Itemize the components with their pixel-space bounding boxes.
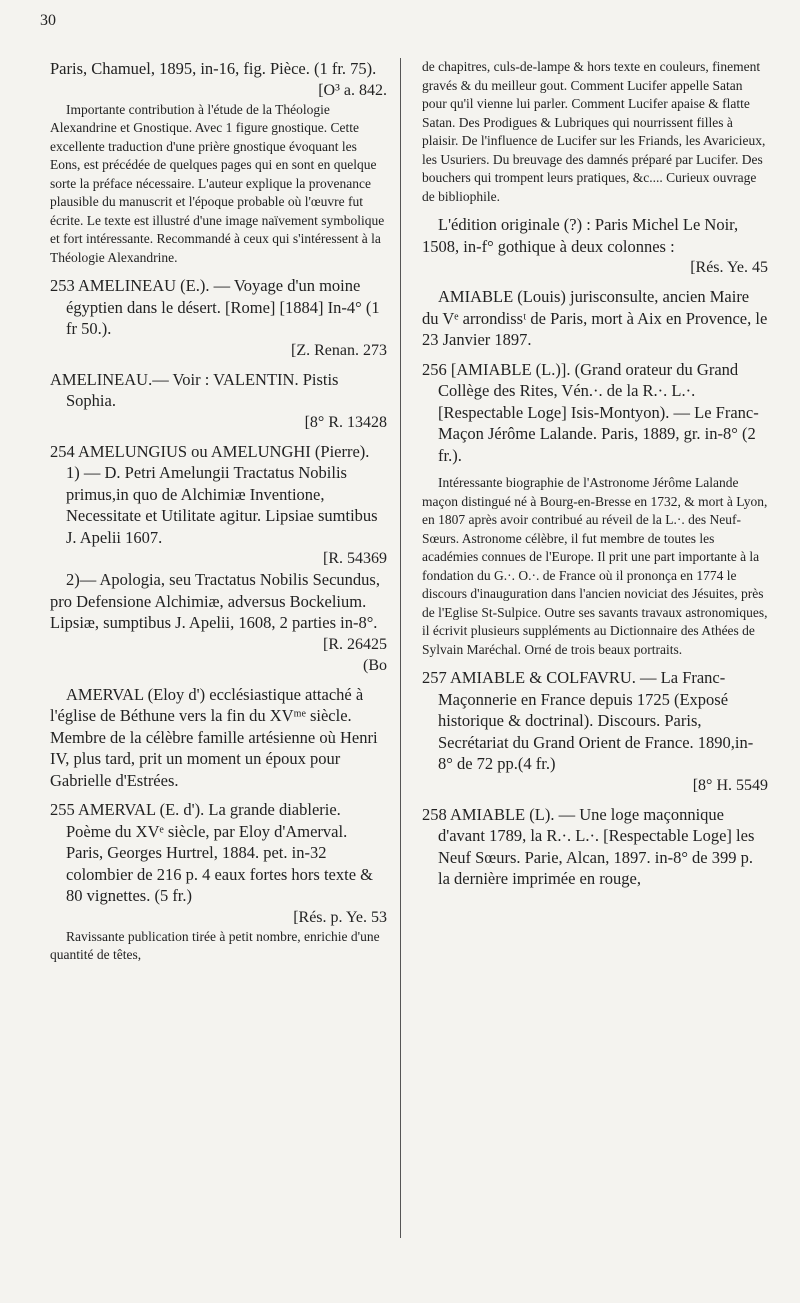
shelfmark: [8° R. 13428 xyxy=(304,413,387,431)
shelfmark-annotation: (Bo xyxy=(363,656,387,674)
shelfmark: [Rés. p. Ye. 53 xyxy=(293,908,387,926)
entry-254: 254 AMELUNGIUS ou AMELUNGHI (Pierre). 1) — D. Petri Amelungii Tractatus Nobilis primus,in quo de Alchimiæ Inventione, Necessitate et Utilitate agitur. Lipsiae sumtibus J. Apelii 1607. xyxy=(50,441,378,547)
shelfmark: [R. 26425 xyxy=(323,635,387,653)
shelfmark: [8° H. 5549 xyxy=(692,776,768,794)
entry-258: 258 AMIABLE (L). — Une loge maçonnique d'avant 1789, la R.·. L.·. [Respectable Loge] les Neuf Sœurs. Parie, Alcan, 1897. in-8° de 399 p. la dernière imprimée en rouge, xyxy=(422,804,755,888)
entry-256: 256 [AMIABLE (L.)]. (Grand orateur du Grand Collège des Rites, Vén.·. de la R.·. L.·. [Respectable Loge] Isis-Montyon). — Le Franc-Maçon Jérôme Lalande. Paris, 1889, gr. in-8° (2 fr.). xyxy=(422,359,759,465)
entry-amelineau-see-also: AMELINEAU.— Voir : VALENTIN. Pistis Sophia. xyxy=(50,369,339,410)
entry-254-part-2: 2)— Apologia, seu Tractatus Nobilis Secundus, pro Defensione Alchimiæ, adversus Bockelium. Lipsiæ, sumptibus J. Apelii, 1608, 2 parties in-8°. xyxy=(50,570,380,632)
entry-amiable-biography: AMIABLE (Louis) jurisconsulte, ancien Maire du Vᵉ arrondissᵗ de Paris, mort à Aix en Provence, le 23 Janvier 1897. xyxy=(422,287,768,349)
right-column xyxy=(422,58,768,890)
entry-original-edition: L'édition originale (?) : Paris Michel Le Noir, 1508, in-f° gothique à deux colonnes : xyxy=(422,215,739,256)
column-divider xyxy=(400,58,401,1238)
left-column xyxy=(50,58,387,965)
entry-255: 255 AMERVAL (E. d'). La grande diablerie. Poème du XVᵉ siècle, par Eloy d'Amerval. Paris, Georges Hurtrel, 1884. pet. in-32 colombier de 216 p. 4 eaux fortes hors texte & 80 vignettes. (5 fr.) xyxy=(50,800,373,905)
entry-253: 253 AMELINEAU (E.). — Voyage d'un moine égyptien dans le désert. [Rome] [1884] In-4° (1 fr 50.). xyxy=(50,276,380,338)
entry-note: Intéressante biographie de l'Astronome Jérôme Lalande maçon distingué né à Bourg-en-Bresse en 1732, & mort à Lyon, en 1807 après avoir contribué au réveil de la L.·. des Neuf-Sœurs. Astronome célèbre, il fut membre de toutes les académies connues de l'Europe. Il prit une part importante à la fondation du G.·. O.·. de France où il prononça en 1774 le discours d'inauguration dans l'ancien noviciat des Jésuites, près de l'Eglise St-Sulpice. Outre ses savants travaux astronomiques, il écrivit plusieurs suppléments au Dictionnaire des Athées de Sylvain Maréchal. Orné de trois beaux portraits. xyxy=(422,475,768,657)
shelfmark: [Rés. Ye. 45 xyxy=(690,259,768,276)
entry-amerval-biography: AMERVAL (Eloy d') ecclésiastique attaché à l'église de Béthune vers la fin du XVᵐᵉ siècle. Membre de la célèbre famille artésienne où Henri IV, plus tard, prit un moment un époux pour Gabrielle d'Estrées. xyxy=(50,684,378,790)
entry-252-imprint: Paris, Chamuel, 1895, in-16, fig. Pièce. (1 fr. 75). xyxy=(50,59,377,78)
entry-note: de chapitres, culs-de-lampe & hors texte en couleurs, finement gravés & du meilleur gout. Comment Lucifer appelle Satan pour qu'il vienne lui parler. Comment Lucifer apaise & flatte Satan. Des Prodigues & Lubriques qui nourrissent filles à plaisir. De l'influence de Lucifer sur les Friands, les Avaricieux, les Usuriers. Du breuvage des damnés préparé par Lucifer. Des bouchers qui trompent leurs pratiques, &c.... Curieux ouvrage de bibliophile. xyxy=(422,59,766,204)
shelfmark: [Z. Renan. 273 xyxy=(291,341,387,359)
entry-note: Ravissante publication tirée à petit nombre, enrichie d'une quantité de têtes, xyxy=(50,928,380,962)
entry-257: 257 AMIABLE & COLFAVRU. — La Franc-Maçonnerie en France depuis 1725 (Exposé historique & doctrinal). Discours. Paris, Secrétariat du Grand Orient de France. 1890,in-8° de 72 pp.(4 fr.) xyxy=(422,668,754,773)
entry-note: Importante contribution à l'étude de la Théologie Alexandrine et Gnostique. Avec 1 figure gnostique. Cette excellente traduction d'une prière gnostique évoquant les Eons, est précédée de quelques pages qui en sont en quelque sorte la préface nécessaire. L'auteur explique la provenance plausible du manuscrit et l'époque probable où l'œuvre fut écrite. Le texte est illustré d'une image naïvement symbolique et fort intéressante. Recommandé à ceux qui s'intéressent à la Théologie Alexandrine. xyxy=(50,101,385,265)
page-number: 30 xyxy=(40,12,56,29)
shelfmark: [O³ a. 842. xyxy=(318,81,387,99)
shelfmark: [R. 54369 xyxy=(323,550,387,567)
